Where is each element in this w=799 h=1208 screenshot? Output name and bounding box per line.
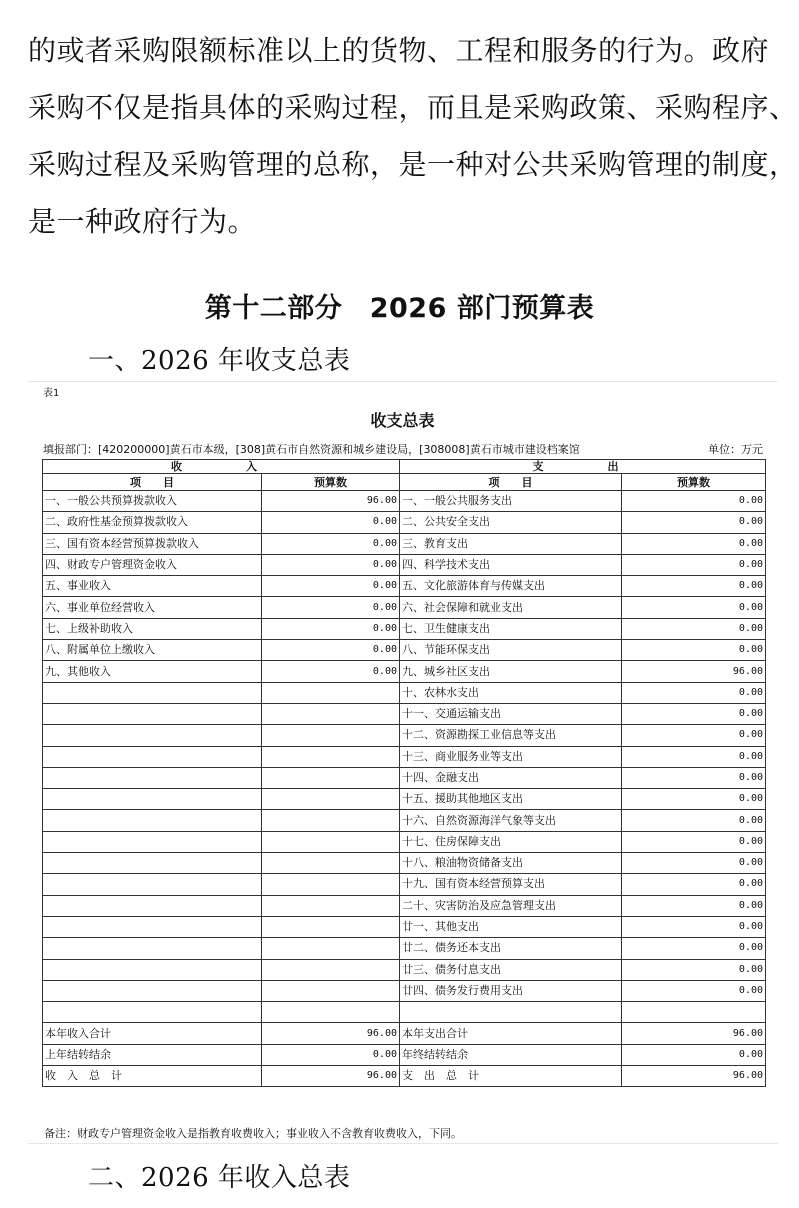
out-item-cell: 五、文化旅游体育与传媒支出 [400, 576, 622, 597]
table-row [43, 746, 766, 767]
in-value-cell: 0.00 [262, 512, 400, 533]
column-header-row [43, 474, 766, 491]
out-item-cell: 三、教育支出 [400, 533, 622, 554]
section-title-2: 二、2026 年收入总表 [88, 1163, 351, 1193]
table-row [43, 576, 766, 597]
out-value-cell: 0.00 [622, 533, 766, 554]
out-value-cell [622, 1002, 766, 1023]
out-item-cell: 十九、国有资本经营预算支出 [400, 874, 622, 895]
out-item-cell: 十二、资源勘探工业信息等支出 [400, 725, 622, 746]
fill-department: 填报部门：[420200000]黄石市本级，[308]黄石市自然资源和城乡建设局，[308008]黄石市城市建设档案馆 [43, 443, 580, 456]
in-value-cell [262, 789, 400, 810]
out-item-cell: 廿一、其他支出 [400, 916, 622, 937]
in-value-cell [262, 682, 400, 703]
out-item-cell: 廿二、债务还本支出 [400, 938, 622, 959]
table-row [43, 725, 766, 746]
out-item-cell: 六、社会保障和就业支出 [400, 597, 622, 618]
out-value-cell: 0.00 [622, 640, 766, 661]
table-row [43, 810, 766, 831]
in-value-cell [262, 853, 400, 874]
table-row [43, 789, 766, 810]
table-row [43, 618, 766, 639]
col-item-income: 项 目 [43, 474, 262, 491]
in-value-cell [262, 959, 400, 980]
in-value-cell [262, 874, 400, 895]
divider [28, 381, 778, 382]
out-value-cell: 0.00 [622, 895, 766, 916]
table-row [43, 491, 766, 512]
col-item-expense: 项 目 [400, 474, 622, 491]
out-value-cell: 0.00 [622, 725, 766, 746]
in-item-cell [43, 874, 262, 895]
in-value-cell [262, 831, 400, 852]
in-value-cell: 0.00 [262, 1044, 400, 1065]
out-value-cell: 0.00 [622, 512, 766, 533]
out-item-cell: 十八、粮油物资储备支出 [400, 853, 622, 874]
in-item-cell [43, 682, 262, 703]
out-item-cell: 十五、援助其他地区支出 [400, 789, 622, 810]
out-value-cell: 0.00 [622, 810, 766, 831]
out-item-cell: 二十、灾害防治及应急管理支出 [400, 895, 622, 916]
out-value-cell: 0.00 [622, 959, 766, 980]
table-row [43, 554, 766, 575]
table-row [43, 874, 766, 895]
table-row [43, 597, 766, 618]
in-item-cell [43, 980, 262, 1001]
unit-label: 单位：万元 [708, 443, 763, 456]
table-row [43, 1023, 766, 1044]
table-row [43, 831, 766, 852]
in-item-cell: 上年结转结余 [43, 1044, 262, 1065]
in-value-cell [262, 703, 400, 724]
out-value-cell: 0.00 [622, 554, 766, 575]
in-value-cell [262, 746, 400, 767]
out-item-cell: 十三、商业服务业等支出 [400, 746, 622, 767]
table-row [43, 703, 766, 724]
in-value-cell: 0.00 [262, 597, 400, 618]
out-item-cell: 廿三、债务付息支出 [400, 959, 622, 980]
in-item-cell [43, 725, 262, 746]
in-item-cell: 本年收入合计 [43, 1023, 262, 1044]
in-item-cell: 一、一般公共预算拨款收入 [43, 491, 262, 512]
in-item-cell: 三、国有资本经营预算拨款收入 [43, 533, 262, 554]
in-value-cell: 0.00 [262, 618, 400, 639]
out-item-cell: 七、卫生健康支出 [400, 618, 622, 639]
table-row [43, 682, 766, 703]
in-item-cell [43, 831, 262, 852]
in-item-cell [43, 853, 262, 874]
table-row [43, 512, 766, 533]
in-item-cell: 九、其他收入 [43, 661, 262, 682]
in-value-cell [262, 895, 400, 916]
in-item-cell: 五、事业收入 [43, 576, 262, 597]
paragraph-line: 的或者采购限额标准以上的货物、工程和服务的行为。政府 [28, 34, 770, 67]
in-value-cell: 96.00 [262, 491, 400, 512]
in-item-cell [43, 767, 262, 788]
in-item-cell [43, 959, 262, 980]
out-value-cell: 96.00 [622, 661, 766, 682]
out-value-cell: 0.00 [622, 491, 766, 512]
in-value-cell: 0.00 [262, 640, 400, 661]
table-row [43, 938, 766, 959]
out-value-cell: 0.00 [622, 831, 766, 852]
table-row [43, 980, 766, 1001]
table-row [43, 533, 766, 554]
in-value-cell [262, 767, 400, 788]
out-item-cell: 十、农林水支出 [400, 682, 622, 703]
divider [28, 1143, 778, 1144]
col-budget-expense: 预算数 [622, 474, 766, 491]
paragraph-line: 采购过程及采购管理的总称，是一种对公共采购管理的制度， [28, 148, 798, 181]
in-item-cell [43, 703, 262, 724]
paragraph-line: 是一种政府行为。 [28, 205, 257, 238]
intro-paragraph [28, 22, 798, 250]
part-title: 第十二部分 2026 部门预算表 [204, 293, 595, 324]
out-value-cell: 0.00 [622, 938, 766, 959]
in-value-cell [262, 938, 400, 959]
expense-header: 支 出 [400, 460, 766, 474]
table-row [43, 853, 766, 874]
out-item-cell: 年终结转结余 [400, 1044, 622, 1065]
out-item-cell [400, 1002, 622, 1023]
out-value-cell: 96.00 [622, 1023, 766, 1044]
in-value-cell [262, 1002, 400, 1023]
in-item-cell [43, 810, 262, 831]
table-row [43, 1044, 766, 1065]
out-item-cell: 八、节能环保支出 [400, 640, 622, 661]
in-item-cell [43, 938, 262, 959]
out-value-cell: 0.00 [622, 618, 766, 639]
out-value-cell: 0.00 [622, 597, 766, 618]
out-item-cell: 四、科学技术支出 [400, 554, 622, 575]
in-item-cell [43, 916, 262, 937]
table-note: 备注：财政专户管理资金收入是指教育收费收入；事业收入不含教育收费收入，下同。 [44, 1127, 462, 1140]
out-value-cell: 0.00 [622, 576, 766, 597]
table-row [43, 767, 766, 788]
table-row [43, 895, 766, 916]
in-value-cell: 0.00 [262, 661, 400, 682]
table-row [43, 640, 766, 661]
in-value-cell [262, 980, 400, 1001]
table-row [43, 1066, 766, 1087]
in-item-cell [43, 895, 262, 916]
out-item-cell: 十六、自然资源海洋气象等支出 [400, 810, 622, 831]
out-value-cell: 0.00 [622, 682, 766, 703]
out-value-cell: 0.00 [622, 703, 766, 724]
out-item-cell: 本年支出合计 [400, 1023, 622, 1044]
out-item-cell: 支 出 总 计 [400, 1066, 622, 1087]
in-value-cell: 96.00 [262, 1023, 400, 1044]
income-header: 收 入 [43, 460, 400, 474]
col-budget-income: 预算数 [262, 474, 400, 491]
in-value-cell: 0.00 [262, 533, 400, 554]
in-value-cell: 0.00 [262, 554, 400, 575]
in-item-cell [43, 789, 262, 810]
table-number: 表1 [43, 388, 60, 399]
in-value-cell [262, 725, 400, 746]
in-item-cell: 收 入 总 计 [43, 1066, 262, 1087]
out-item-cell: 九、城乡社区支出 [400, 661, 622, 682]
in-value-cell [262, 916, 400, 937]
table-row [43, 661, 766, 682]
in-item-cell: 六、事业单位经营收入 [43, 597, 262, 618]
table-title: 收支总表 [370, 411, 435, 430]
income-expense-table [42, 459, 766, 1087]
in-item-cell: 四、财政专户管理资金收入 [43, 554, 262, 575]
out-item-cell: 二、公共安全支出 [400, 512, 622, 533]
out-item-cell: 十七、住房保障支出 [400, 831, 622, 852]
out-item-cell: 一、一般公共服务支出 [400, 491, 622, 512]
out-item-cell: 十四、金融支出 [400, 767, 622, 788]
table-row [43, 959, 766, 980]
in-value-cell: 0.00 [262, 576, 400, 597]
in-item-cell: 七、上级补助收入 [43, 618, 262, 639]
paragraph-line: 采购不仅是指具体的采购过程，而且是采购政策、采购程序、 [28, 91, 798, 124]
in-item-cell: 八、附属单位上缴收入 [43, 640, 262, 661]
out-value-cell: 0.00 [622, 1044, 766, 1065]
out-value-cell: 0.00 [622, 789, 766, 810]
out-value-cell: 0.00 [622, 746, 766, 767]
table-row [43, 916, 766, 937]
in-value-cell: 96.00 [262, 1066, 400, 1087]
in-item-cell: 二、政府性基金预算拨款收入 [43, 512, 262, 533]
out-value-cell: 0.00 [622, 853, 766, 874]
out-item-cell: 廿四、债务发行费用支出 [400, 980, 622, 1001]
header-row [43, 460, 766, 474]
out-value-cell: 0.00 [622, 767, 766, 788]
out-value-cell: 0.00 [622, 980, 766, 1001]
in-value-cell [262, 810, 400, 831]
out-value-cell: 96.00 [622, 1066, 766, 1087]
in-item-cell [43, 1002, 262, 1023]
section-title-1: 一、2026 年收支总表 [88, 346, 351, 376]
out-item-cell: 十一、交通运输支出 [400, 703, 622, 724]
out-value-cell: 0.00 [622, 874, 766, 895]
out-value-cell: 0.00 [622, 916, 766, 937]
in-item-cell [43, 746, 262, 767]
table-row [43, 1002, 766, 1023]
